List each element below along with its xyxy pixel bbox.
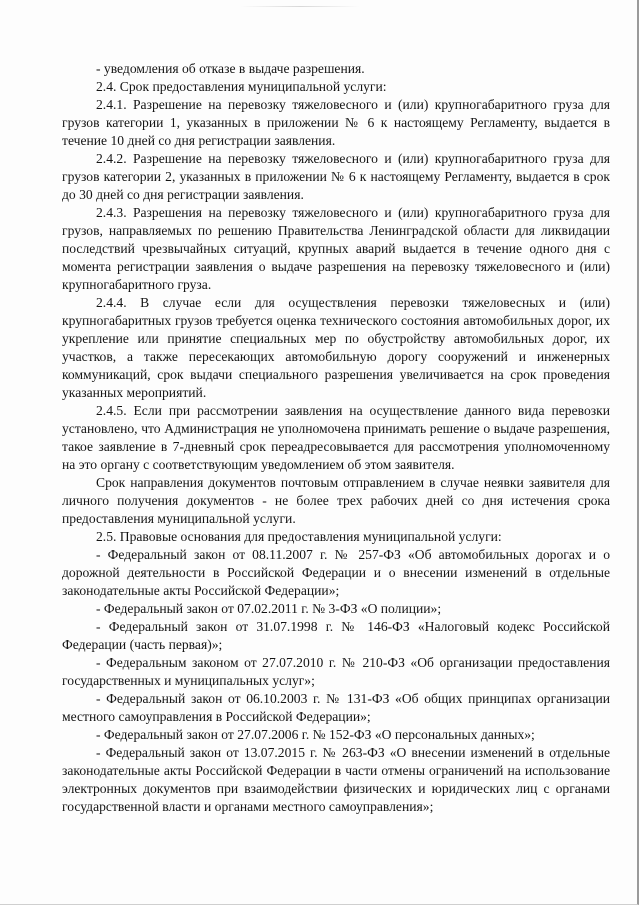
law-item-146: - Федеральный закон от 31.07.1998 г. № 146-ФЗ «Налоговый кодекс Российской Федерации (часть первая)»; <box>62 619 610 652</box>
section-2-5-heading: 2.5. Правовые основания для предоставления муниципальной услуги: <box>96 529 502 544</box>
law-item-263: - Федеральный закон от 13.07.2015 г. № 263-ФЗ «О внесении изменений в отдельные законодательные акты Российской Федерации в части отмены ограничений на использование электронных документов при взаимодействии физических и юридических лиц с органами государственной власти и органами местного самоуправления»; <box>62 745 610 814</box>
law-item-3: - Федеральный закон от 07.02.2011 г. № 3-ФЗ «О полиции»; <box>96 601 442 616</box>
law-item-257: - Федеральный закон от 08.11.2007 г. № 257-ФЗ «Об автомобильных дорогах и о дорожной деятельности в Российской Федерации и о внесении изменений в отдельные законодательные акты Российской Федерации»; <box>62 547 610 598</box>
paragraph-2-4-3: 2.4.3. Разрешения на перевозку тяжеловесного и (или) крупногабаритного груза для грузов, направляемых по решению Правительства Ленинградской области для ликвидации последствий чрезвычайных ситуаций, крупных аварий выдается в течение одного дня с момента регистрации заявления о выдаче разрешения на перевозку тяжеловесного и (или) крупногабаритного груза. <box>62 205 610 292</box>
document-body <box>62 60 610 816</box>
paragraph-2-4-5: 2.4.5. Если при рассмотрении заявления на осуществление данного вида перевозки установлено, что Администрация не уполномочена принимать решение о выдаче разрешения, такое заявление в 7-дневный срок переадресовывается для рассмотрения уполномоченному на это органу с соответствующим уведомлением об этом заявителя. <box>62 403 610 472</box>
scan-artifact <box>240 6 360 7</box>
paragraph-refusal-notice: - уведомления об отказе в выдаче разрешения. <box>96 61 365 76</box>
paragraph-2-4-2: 2.4.2. Разрешение на перевозку тяжеловесного и (или) крупногабаритного груза для грузов категории 2, указанных в приложении № 6 к настоящему Регламенту, выдается в срок до 30 дней со дня регистрации заявления. <box>62 151 610 202</box>
law-item-152: - Федеральный закон от 27.07.2006 г. № 152-ФЗ «О персональных данных»; <box>96 727 535 742</box>
law-item-131: - Федеральный закон от 06.10.2003 г. № 131-ФЗ «Об общих принципах организации местного самоуправления в Российской Федерации»; <box>62 691 610 724</box>
paragraph-2-4-4: 2.4.4. В случае если для осуществления перевозки тяжеловесных и (или) крупногабаритных грузов требуется оценка технического состояния автомобильных дорог, их укрепление или принятие специальных мер по обустройству автомобильных дорог, их участков, а также пересекающих автомобильную дорогу сооружений и инженерных коммуникаций, срок выдачи специального разрешения увеличивается на срок проведения указанных мероприятий. <box>62 295 610 400</box>
paragraph-2-4-1: 2.4.1. Разрешение на перевозку тяжеловесного и (или) крупногабаритного груза для грузов категории 1, указанных в приложении № 6 к настоящему Регламенту, выдается в течение 10 дней со дня регистрации заявления. <box>62 97 610 148</box>
paragraph-mail-delivery: Срок направления документов почтовым отправлением в случае неявки заявителя для личного получения документов - не более трех рабочих дней со дня истечения срока предоставления муниципальной услуги. <box>62 475 610 526</box>
section-2-4-heading: 2.4. Срок предоставления муниципальной услуги: <box>96 79 387 94</box>
law-item-210: - Федеральным законом от 27.07.2010 г. № 210-ФЗ «Об организации предоставления государственных и муниципальных услуг»; <box>62 655 610 688</box>
